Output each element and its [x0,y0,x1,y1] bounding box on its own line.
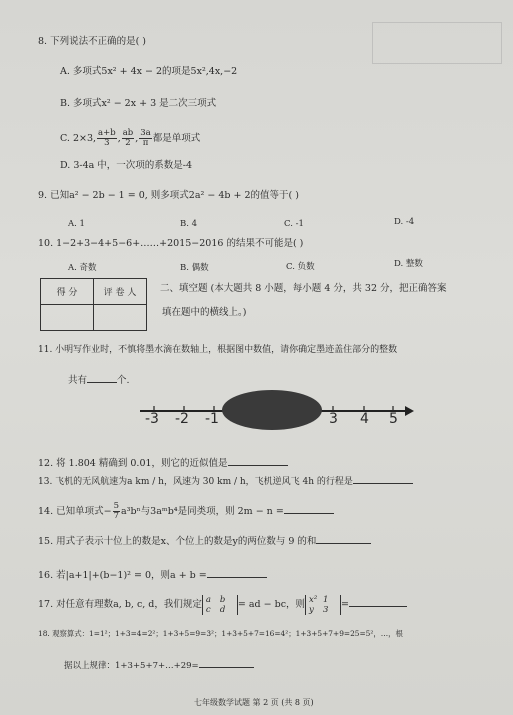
q8-stem: 8. 下列说法不正确的是( ) [38,36,147,47]
tick-label: 4 [360,411,369,427]
q15 [38,534,371,548]
q13 [38,474,413,488]
tick-label: 3 [329,411,338,427]
number-line-arrow [405,406,414,416]
q16 [38,568,267,582]
q11-line1: 11. 小明写作业时，不慎将墨水滴在数轴上，根据图中数值，请你确定墨迹盖住部分的整数 [38,345,398,355]
q16-answer-blank[interactable] [207,568,267,578]
det2-b: 1 [323,594,329,605]
q11-line2-suffix: 个. [117,375,130,386]
q18-line2-text: 据以上规律：1+3+5+7+…+29= [64,661,199,671]
q12 [38,456,288,470]
tick-label: -3 [145,411,159,427]
q12-text: 12. 将 1.804 精确到 0.01，则它的近似值是 [38,458,228,469]
det2-d: 3 [323,604,329,615]
page-footer: 七年级数学试题 第 2 页 (共 8 页) [194,698,314,707]
q9-option-c: C. -1 [284,219,304,229]
q10-option-c: C. 负数 [286,262,315,272]
q10-option-b: B. 偶数 [180,263,209,273]
q12-answer-blank[interactable] [228,456,288,466]
q18-line2 [64,658,254,672]
q8-option-a: A. 多项式5x² + 4x − 2的项是5x²,4x,−2 [60,66,238,77]
q14-mid: a³bⁿ与3aᵐb⁴是同类项，则 2m − n = [121,506,284,517]
q16-text: 16. 若|a+1|+(b−1)² = 0，则a + b = [38,570,207,581]
det2-a: x² [309,594,318,605]
det2-c: y [309,604,314,615]
q10-option-a: A. 奇数 [68,263,97,273]
q8-c-frac1-num: a+b [98,128,116,138]
grader-header: 评 卷 人 [94,279,147,305]
tick-label: -2 [175,411,189,427]
q9-option-a: A. 1 [68,219,85,229]
q9-option-d: D. -4 [394,217,415,227]
q8-option-c: C. 2×3, $\frac{a+b}{3}$ , $\frac{ab}{2}$ , $\frac{3a}{\pi}$ 都是单项式 [60,128,201,148]
q10-stem: 10. 1−2+3−4+5−6+……+2015−2016 的结果不可能是( ) [38,238,304,249]
section2-heading: 二、填空题 (本大题共 8 小题，每小题 4 分，共 32 分，把正确答案 [160,283,447,294]
q8-option-b: B. 多项式x² − 2x + 3 是二次三项式 [60,98,217,109]
q8-c-frac3-den: π [142,138,149,148]
det1-d: d [219,604,226,615]
section2-instruction: 填在题中的横线上。) [162,307,247,318]
q8-c-frac2-num: ab [122,128,134,138]
q17-determinant-2 [305,595,341,615]
q18-line1: 18. 观察算式：1=1²；1+3=4=2²；1+3+5=9=3²；1+3+5+7=16=4²；1+3+5+7+9=25=5²，…，根 [38,629,403,638]
q13-answer-blank[interactable] [353,474,413,484]
q13-text: 13. 飞机的无风航速为a km / h，风速为 30 km / h，飞机逆风飞 4h 的行程是 [38,477,353,487]
q11-line2-prefix: 共有 [68,375,88,386]
q8-c-frac2-den: 2 [125,138,131,148]
q14 [38,500,334,524]
q17-suffix: = [341,599,350,610]
q17 [38,590,407,620]
q8-c-frac1-den: 3 [104,138,110,148]
q8-c-frac3-num: 3a [140,128,151,138]
det1-c: c [205,604,211,615]
q14-answer-blank[interactable] [284,504,334,514]
q17-prefix: 17. 对任意有理数a, b, c, d，我们规定 [38,599,202,610]
tick-label: 5 [389,411,398,427]
q15-answer-blank[interactable] [316,534,371,544]
q14-frac-num: 5 [113,501,120,511]
q17-answer-blank[interactable] [349,597,407,607]
q14-frac-den: 7 [113,511,120,521]
q9-stem: 9. 已知a² − 2b − 1 = 0, 则多项式2a² − 4b + 2的值等于( ) [38,190,299,201]
q17-determinant-1 [202,595,238,615]
tick-label: -1 [205,411,219,427]
q8-option-c-prefix: C. 2×3, [60,133,97,144]
det1-b: b [219,594,226,605]
ink-blot [222,390,322,430]
q14-prefix: 14. 已知单项式− [38,506,112,517]
q8-option-d: D. 3-4a 中，一次项的系数是-4 [60,160,193,171]
det1-a: a [205,594,211,605]
q8-option-c-suffix: 都是单项式 [152,133,201,144]
q18-answer-blank[interactable] [199,658,254,668]
q14-fraction [113,502,120,521]
q15-text: 15. 用式子表示十位上的数是x、个位上的数是y的两位数与 9 的和 [38,536,317,547]
q9-option-b: B. 4 [180,219,198,229]
q17-mid: = ad − bc，则 [237,599,306,610]
q10-option-d: D. 整数 [394,259,423,269]
score-header: 得 分 [41,279,94,305]
